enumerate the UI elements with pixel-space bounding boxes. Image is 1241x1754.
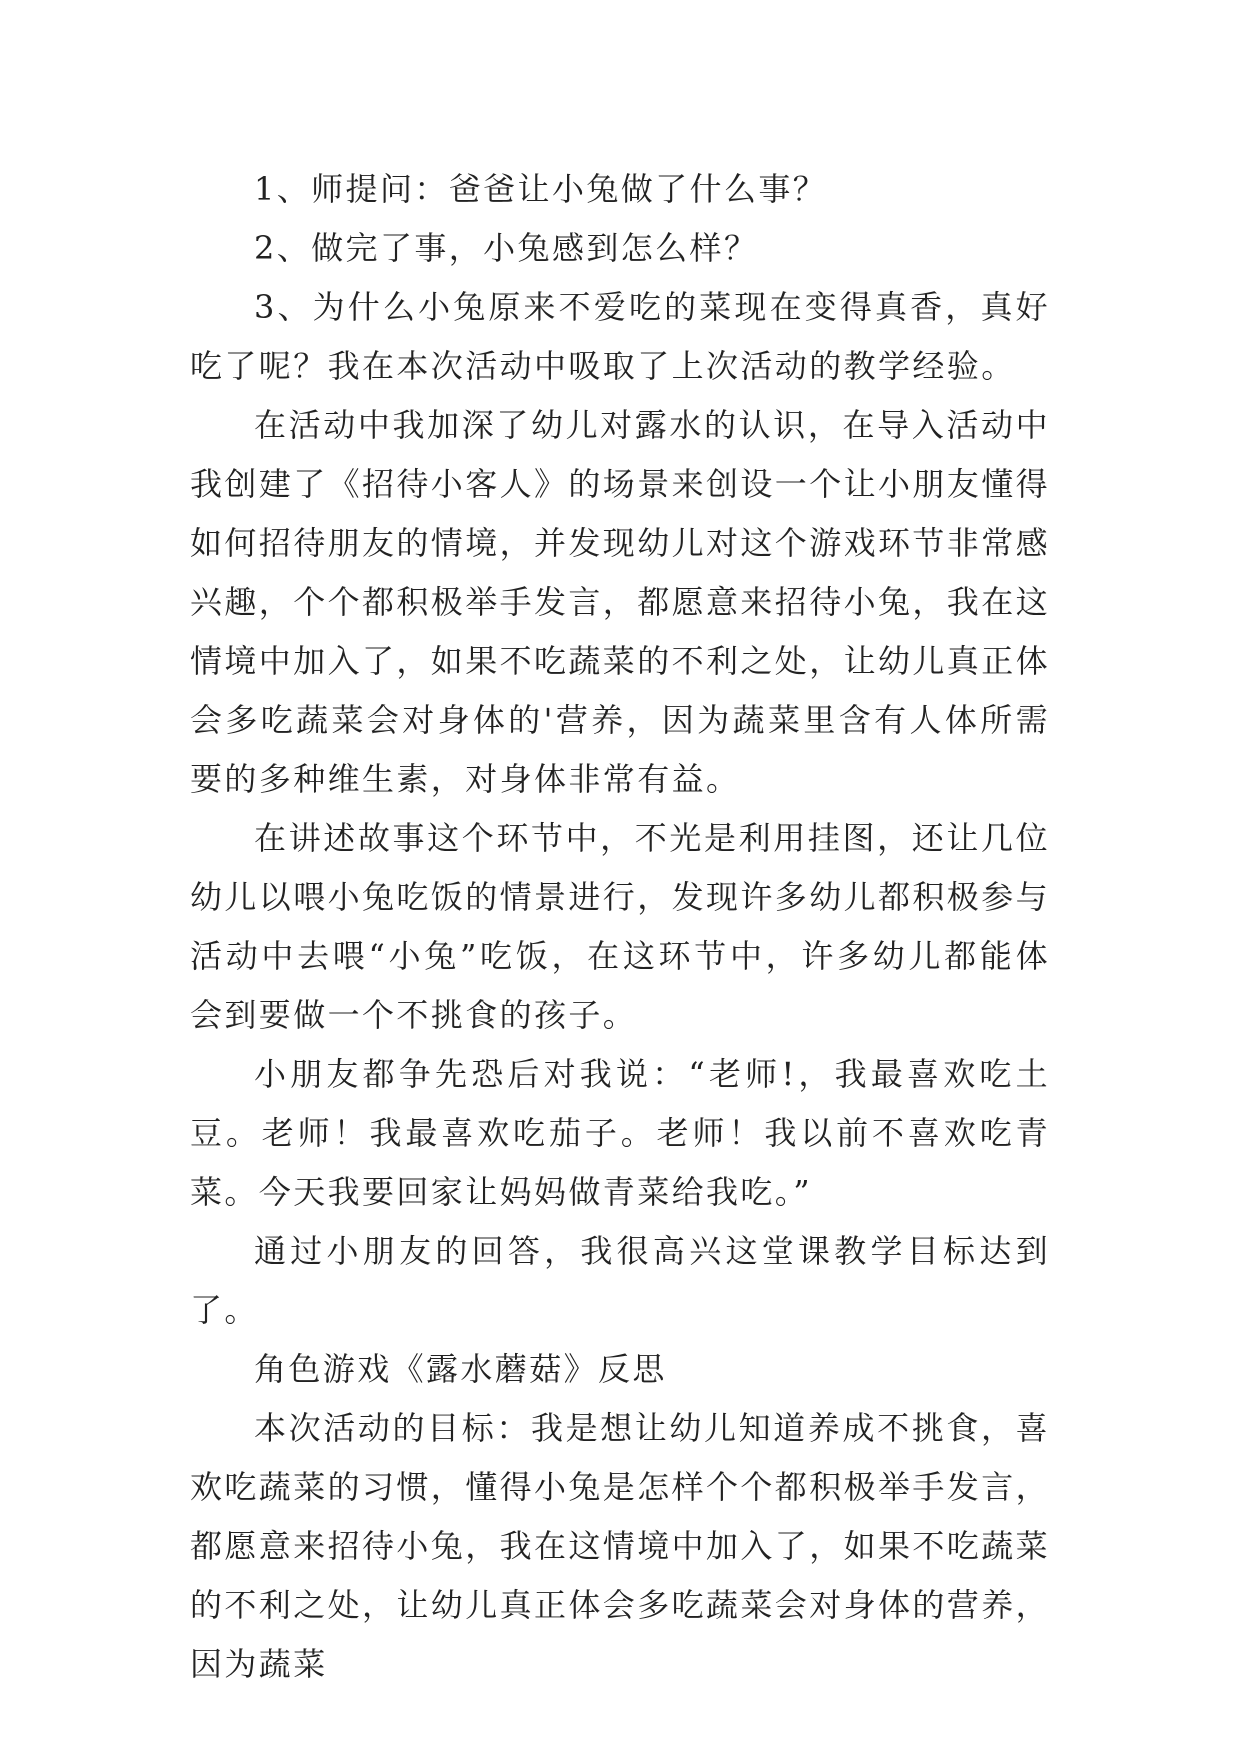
section-heading: 角色游戏《露水蘑菇》反思 <box>254 1350 667 1388</box>
paragraph-activity-goal: 本次活动的目标：我是想让幼儿知道养成不挑食，喜欢吃蔬菜的习惯，懂得小兔是怎样个个都积极举手发言，都愿意来招待小兔，我在这情境中加入了，如果不吃蔬菜的不利之处，让幼儿真正体会多吃蔬菜会对身体的营养，因为蔬菜 <box>190 1409 1051 1683</box>
paragraph-children-quotes: 小朋友都争先恐后对我说：“老师!，我最喜欢吃土豆。老师！我最喜欢吃茄子。老师！我以前不喜欢吃青菜。今天我要回家让妈妈做青菜给我吃。” <box>190 1055 1050 1211</box>
paragraph-story-segment: 在讲述故事这个环节中，不光是利用挂图，还让几位幼儿以喂小兔吃饭的情景进行，发现许多幼儿都积极参与活动中去喂“小兔”吃饭，在这环节中，许多幼儿都能体会到要做一个不挑食的孩子。 <box>190 819 1051 1034</box>
paragraph-question-2: 2、做完了事，小兔感到怎么样？ <box>254 229 759 267</box>
paragraph-question-3: 3、为什么小兔原来不爱吃的菜现在变得真香，真好吃了呢？我在本次活动中吸取了上次活动的教学经验。 <box>190 288 1050 385</box>
paragraph-goal-achieved: 通过小朋友的回答，我很高兴这堂课教学目标达到了。 <box>190 1232 1050 1329</box>
document-body <box>190 160 1050 1694</box>
paragraph-question-1: 1、师提问：爸爸让小兔做了什么事？ <box>254 170 828 208</box>
paragraph-activity-reflection: 在活动中我加深了幼儿对露水的认识，在导入活动中我创建了《招待小客人》的场景来创设一个让小朋友懂得如何招待朋友的情境，并发现幼儿对这个游戏环节非常感兴趣，个个都积极举手发言，都愿意来招待小兔，我在这情境中加入了，如果不吃蔬菜的不利之处，让幼儿真正体会多吃蔬菜会对身体的'营养，因为蔬菜里含有人体所需要的多种维生素，对身体非常有益。 <box>190 406 1051 798</box>
